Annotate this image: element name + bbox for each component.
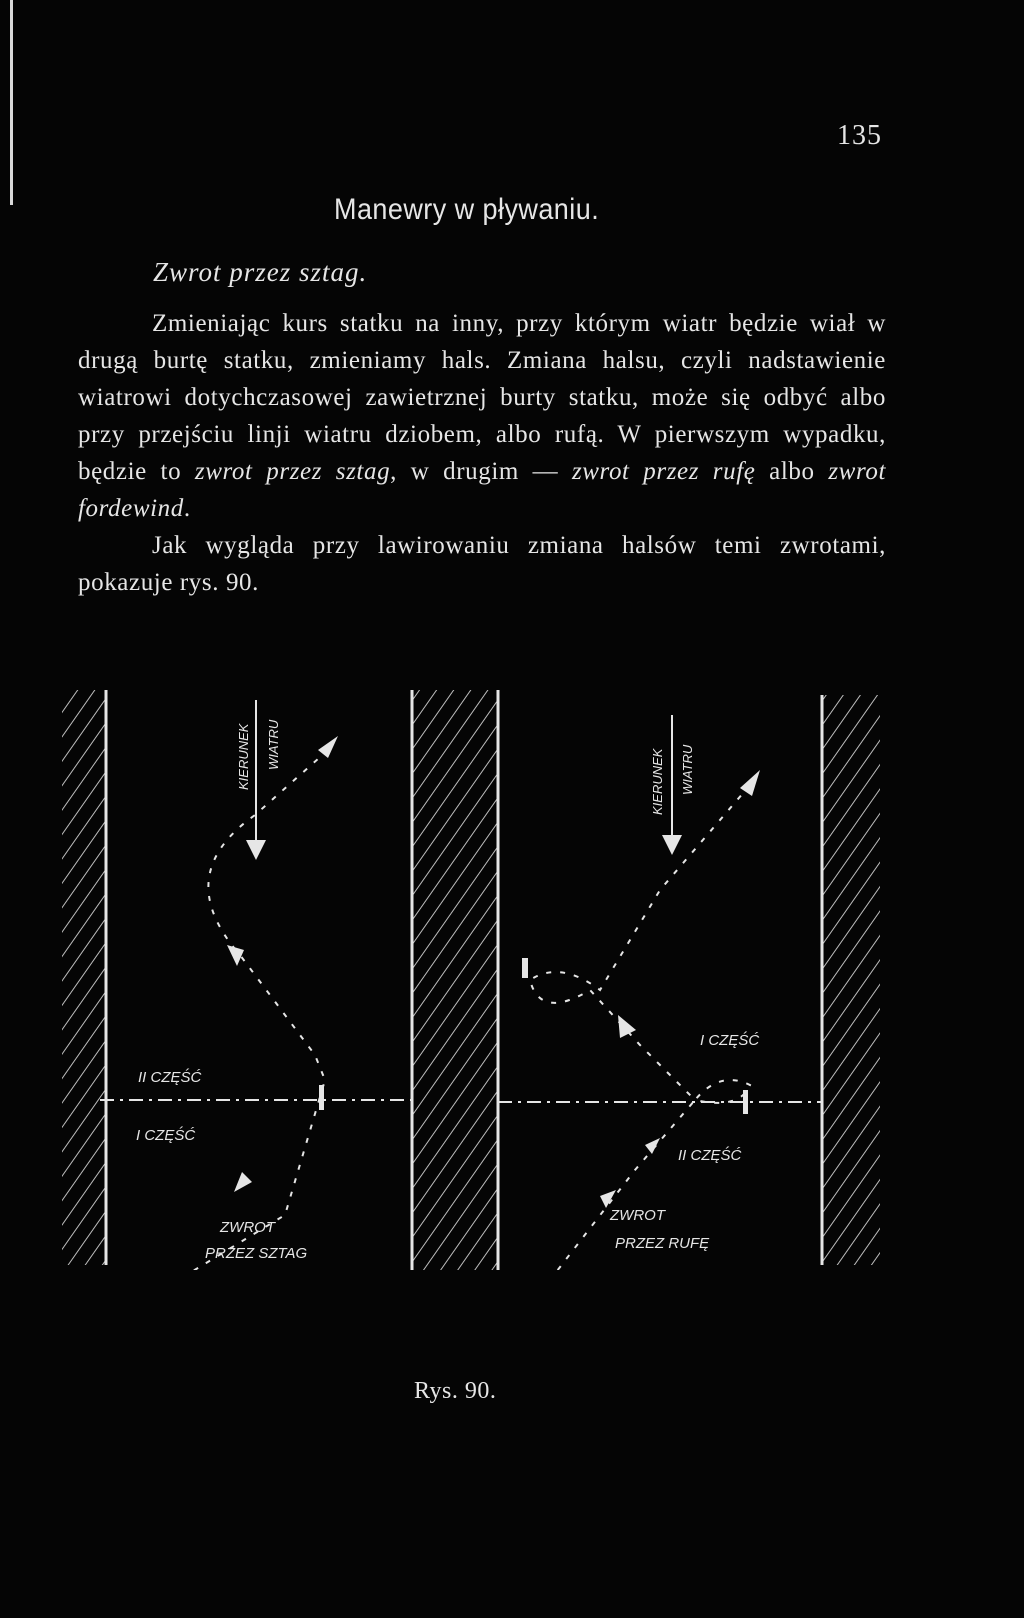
right-boat-arrow-3	[645, 1138, 660, 1154]
paragraph-1-text-b: , w drugim —	[390, 458, 572, 485]
right-course-path	[530, 785, 750, 1270]
left-boat-arrow-2	[227, 945, 244, 966]
paragraph-1	[78, 305, 886, 527]
body-text	[78, 305, 886, 601]
right-boat-marker-1	[522, 958, 528, 978]
left-bank	[62, 690, 106, 1265]
paragraph-2: Jak wygląda przy lawirowaniu zmiana halsów temi zwrotami, pokazuje rys. 90.	[78, 532, 886, 596]
right-wind-label-2: WIATRU	[680, 744, 695, 795]
right-maneuver-label-1: ZWROT	[610, 1207, 665, 1224]
right-tack-marker	[743, 1090, 748, 1114]
left-wind-label-2: WIATRU	[266, 719, 281, 770]
right-maneuver-label-2: PRZEZ RUFĘ	[615, 1235, 710, 1252]
section-title: Zwrot przez sztag.	[153, 257, 368, 287]
left-wind-label-1: KIERUNEK	[236, 723, 251, 790]
right-boat-arrow-4	[600, 1190, 616, 1208]
tacking-diagram	[60, 690, 900, 1270]
left-maneuver-label-2: PRZEZ SZTAG	[205, 1245, 308, 1262]
page-edge-line	[10, 0, 13, 205]
left-course-path	[170, 750, 328, 1270]
page-number: 135	[837, 120, 882, 151]
right-bank	[822, 695, 880, 1265]
term-zwrot-przez-sztag: zwrot przez sztag	[194, 458, 391, 485]
right-part-i-label: I CZĘŚĆ	[700, 1032, 760, 1049]
figure-90	[60, 690, 900, 1270]
chapter-title: Manewry w pływaniu.	[334, 193, 600, 226]
right-part-ii-label: II CZĘŚĆ	[678, 1147, 742, 1164]
term-zwrot-fordewind: zwrot fordewind	[78, 458, 886, 522]
center-bank	[412, 690, 498, 1270]
left-maneuver-label-1: ZWROT	[220, 1219, 275, 1236]
paragraph-1-text-c: albo	[755, 458, 829, 485]
paragraph-1-text-d: .	[183, 495, 191, 522]
paragraph-1-text-a: Zmieniając kurs statku na inny, przy którym wiatr będzie wiał w drugą burtę statku, zmieniamy hals. Zmiana halsu, czyli nadstawienie wiatrowi dotychczasowej zawietrznej burty statku, może się odbyć albo przy przejściu linji wiatru dziobem, albo rufą. W pierwszym wypadku, będzie to	[78, 310, 886, 485]
left-part-ii-label: II CZĘŚĆ	[138, 1069, 202, 1086]
left-tack-marker	[319, 1085, 324, 1110]
left-boat-arrow-1	[318, 736, 338, 758]
right-wind-label-1: KIERUNEK	[650, 748, 665, 815]
left-boat-arrow-3	[234, 1172, 252, 1192]
right-boat-arrow-2	[618, 1015, 636, 1038]
figure-caption: Rys. 90.	[414, 1378, 497, 1404]
right-boat-arrow-1	[740, 770, 760, 796]
term-zwrot-przez-rufe: zwrot przez rufę	[571, 458, 756, 485]
left-part-i-label: I CZĘŚĆ	[136, 1127, 196, 1144]
